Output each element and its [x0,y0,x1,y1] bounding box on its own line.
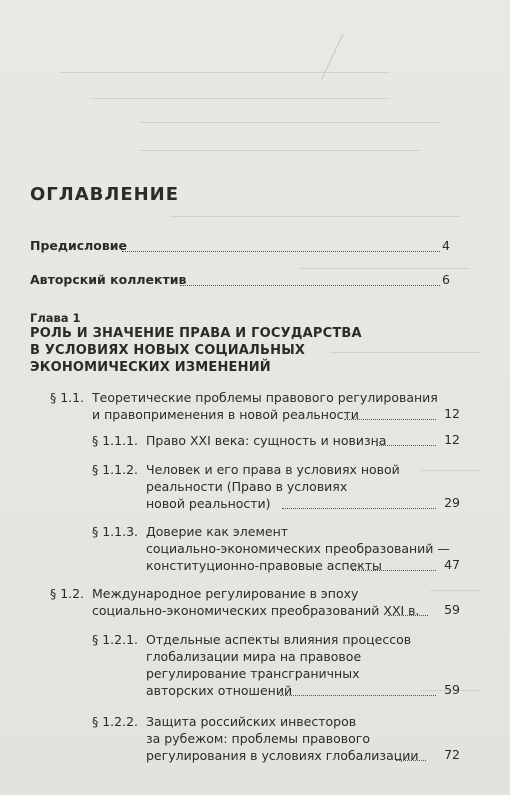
section-title [146,713,418,764]
toc-entry [92,523,472,577]
dot-leader [280,695,436,696]
bleed-through-line [300,268,470,269]
section-title [92,585,420,619]
page-crease [321,34,379,97]
toc-entry [92,631,452,703]
dot-leader [344,419,436,420]
chapter-label: Глава 1 [30,311,81,325]
section-page: 12 [444,432,460,447]
chapter-title-line: РОЛЬ И ЗНАЧЕНИЕ ПРАВА И ГОСУДАРСТВА [30,326,362,341]
section-title [146,432,386,449]
bleed-through-line [140,150,420,151]
toc-authors-page: 6 [442,272,450,287]
chapter-title-line: В УСЛОВИЯХ НОВЫХ СОЦИАЛЬНЫХ [30,343,306,358]
section-page: 72 [444,747,460,762]
section-title-line: Международное регулирование в эпоху [92,586,359,601]
section-title-line: социально-экономических преобразований XXI в. [92,603,420,618]
section-number: § 1.1.2. [92,462,139,477]
section-number: § 1.2.1. [92,632,139,647]
chapter-title-line: ЭКОНОМИЧЕСКИХ ИЗМЕНЕНИЙ [30,360,271,375]
section-title-line: за рубежом: проблемы правового [146,731,370,746]
section-title-line: Защита российских инвесторов [146,714,357,729]
toc-preface-label: Предисловие [30,238,128,253]
dot-leader [376,445,436,446]
section-title-line: глобализации мира на правовое [146,649,362,664]
section-title-line: и правоприменения в новой реальности [92,407,359,422]
section-title [92,389,438,423]
section-title-line: Отдельные аспекты влияния процессов [146,632,412,647]
dot-leader [352,570,436,571]
bleed-through-line [90,98,390,99]
section-number: § 1.2.2. [92,714,139,729]
section-title-line: конституционно-правовые аспекты [146,558,382,573]
toc-entry [92,713,452,767]
dot-leader [282,508,436,509]
section-number: § 1.1.3. [92,524,139,539]
section-title [146,461,400,512]
section-title [146,631,411,699]
dot-leader [396,760,426,761]
section-title [146,523,450,574]
toc-entry [92,461,452,515]
section-title-line: авторских отношений [146,683,293,698]
section-title-line: реальности (Право в условиях [146,479,348,494]
section-page: 59 [444,682,460,697]
section-title-line: социально-экономических преобразований — [146,541,450,556]
dot-leader [122,251,440,252]
section-title-line: Доверие как элемент [146,524,289,539]
section-title-line: Право XXI века: сущность и новизна [146,433,387,448]
dot-leader [388,615,428,616]
bleed-through-line [140,122,440,123]
section-page: 12 [444,406,460,421]
toc-entry [92,432,452,450]
section-page: 59 [444,602,460,617]
toc-title: ОГЛАВЛЕНИЕ [30,184,180,205]
section-number: § 1.1. [50,390,85,405]
section-title-line: регулирования в условиях глобализации [146,748,419,763]
section-title-line: новой реальности) [146,496,271,511]
section-number: § 1.1.1. [92,433,139,448]
chapter-title [30,325,362,376]
bleed-through-line [170,216,460,217]
bleed-through-line [60,72,390,73]
toc-preface-page: 4 [442,238,450,253]
section-page: 47 [444,557,460,572]
dot-leader [180,285,440,286]
section-page: 29 [444,495,460,510]
section-number: § 1.2. [50,586,85,601]
section-title-line: Теоретические проблемы правового регулирования [92,390,438,405]
section-title-line: регулирование трансграничных [146,666,360,681]
toc-authors-label: Авторский коллектив [30,272,187,287]
section-title-line: Человек и его права в условиях новой [146,462,400,477]
